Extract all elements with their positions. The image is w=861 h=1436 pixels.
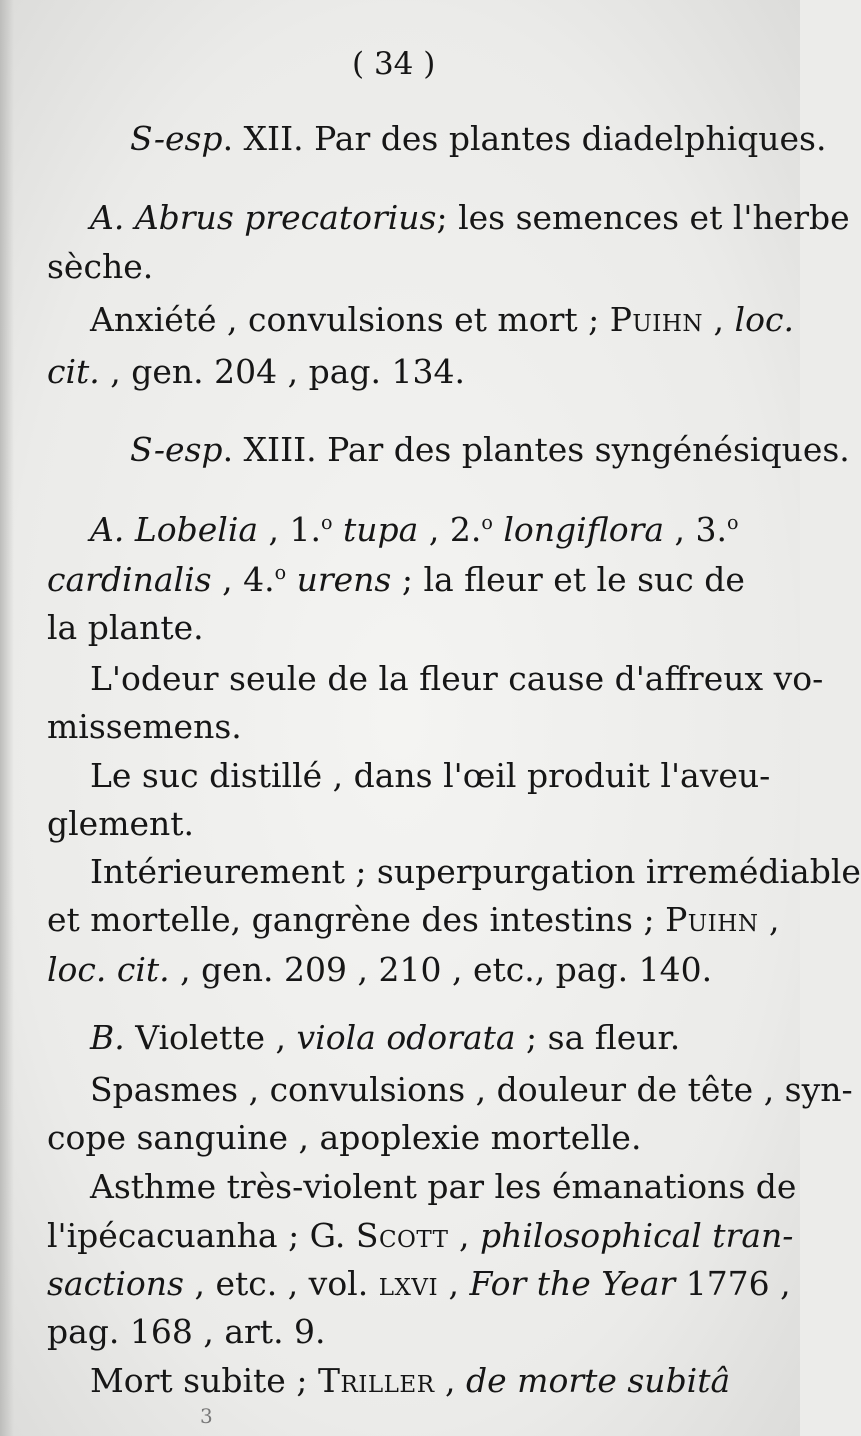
variety-name: longiflora — [503, 510, 665, 549]
para-text: , etc. , vol. — [183, 1264, 379, 1303]
entry-letter: A. — [90, 510, 125, 549]
lobelia-para1-line-1 — [0, 655, 824, 703]
para-text: , — [448, 1216, 480, 1255]
degree-mark: o — [727, 511, 739, 534]
variety-number: 1. — [289, 510, 322, 549]
author-name: Puihn — [665, 900, 759, 939]
para-text: , gen. 204 , pag. 134. — [99, 352, 465, 391]
violette-para1-line-1 — [0, 1066, 853, 1114]
violette-para1-line-2 — [0, 1114, 800, 1162]
reference: cit. — [47, 352, 100, 391]
para-text: Mort subite ; — [90, 1361, 318, 1400]
para-text: cope sanguine , apoplexie mortelle. — [47, 1118, 642, 1157]
para-text: , gen. 209 , 210 , etc., pag. 140. — [169, 950, 713, 989]
violette-para2-line-2 — [0, 1212, 800, 1260]
signature-mark: 3 — [200, 1404, 213, 1428]
para-text: , — [438, 1264, 470, 1303]
lobelia-para3-line-1 — [0, 848, 861, 896]
heading-lead: S-esp — [130, 119, 223, 158]
lobelia-line-3 — [0, 604, 800, 652]
violette-para2-line-4 — [0, 1308, 800, 1356]
entry-desc-cont: sèche. — [47, 247, 154, 286]
lobelia-line-1: A. Lobelia , 1.$^o$ tupa , 2.$^o$ longiflora , 3.$^o$ — [90, 510, 739, 549]
section-heading-xii — [0, 115, 827, 163]
para-text: pag. 168 , art. 9. — [47, 1312, 326, 1351]
degree-mark: o — [321, 511, 333, 534]
volume-number: lxvi — [378, 1264, 439, 1303]
para-text: , — [434, 1361, 467, 1400]
degree-mark: o — [481, 511, 493, 534]
variety-number: 3. — [695, 510, 728, 549]
variety-number: 2. — [449, 510, 482, 549]
variety-name: tupa — [343, 510, 419, 549]
variety-number: 4. — [243, 560, 275, 599]
author-name: Triller — [317, 1361, 435, 1400]
abrus-para-line-1 — [0, 296, 800, 344]
para-text: , — [703, 300, 735, 339]
work-title: philosophical tran- — [480, 1216, 794, 1255]
work-title: sactions — [47, 1264, 184, 1303]
violette-para2-line-1 — [0, 1163, 800, 1211]
para-text: glement. — [47, 804, 195, 843]
para-text: Intérieurement ; superpurgation irremédiable — [90, 852, 861, 891]
violette-para3-line-1 — [0, 1357, 800, 1405]
page-number: ( 34 ) — [352, 46, 436, 82]
heading-lead: S-esp — [130, 430, 223, 469]
para-text: et mortelle, gangrène des intestins ; — [47, 900, 666, 939]
entry-letter: B. — [90, 1018, 125, 1057]
violette-para2-line-3 — [0, 1260, 800, 1308]
lobelia-para2-line-2 — [0, 800, 800, 848]
heading-text: . XII. Par des plantes diadelphiques. — [222, 119, 827, 158]
entry-letter: A. — [90, 198, 125, 237]
author-name: Scott — [355, 1216, 449, 1255]
plant-name: Abrus precatorius — [134, 198, 437, 237]
entry-desc: ; les semences et l'herbe — [436, 198, 850, 237]
variety-name: cardinalis — [47, 560, 212, 599]
plant-name: viola odorata — [296, 1018, 516, 1057]
work-title: For the Year — [469, 1264, 676, 1303]
para-text: , — [758, 900, 780, 939]
violette-line-1 — [0, 1014, 800, 1062]
abrus-para-line-2 — [0, 348, 800, 396]
work-title: de morte subitâ — [466, 1361, 731, 1400]
page-number-line — [0, 40, 800, 88]
plant-name: Lobelia — [134, 510, 259, 549]
lobelia-line-2: cardinalis , 4.$^o$ urens ; la fleur et le suc de — [47, 560, 745, 599]
para-text: ; sa fleur. — [515, 1018, 681, 1057]
para-text: Violette , — [135, 1018, 297, 1057]
reference: loc. cit. — [47, 950, 170, 989]
lobelia-para2-line-1 — [0, 752, 800, 800]
author-name: Puihn — [609, 300, 704, 339]
heading-text: . XIII. Par des plantes syngénésiques. — [222, 430, 850, 469]
degree-mark: o — [274, 561, 287, 584]
para-text: l'ipécacuanha ; G. — [47, 1216, 356, 1255]
entry-desc: ; la fleur et le suc de — [401, 560, 745, 599]
para-text: L'odeur seule de la fleur cause d'affreux vo- — [90, 659, 824, 698]
lobelia-para3-line-3 — [0, 946, 800, 994]
section-heading-xiii — [0, 426, 850, 474]
para-text: missemens. — [47, 707, 242, 746]
para-text: Spasmes , convulsions , douleur de tête , syn- — [90, 1070, 853, 1109]
entry-abrus-line-2 — [0, 243, 800, 291]
para-text: 1776 , — [675, 1264, 791, 1303]
para-text: Le suc distillé , dans l'œil produit l'aveu- — [90, 756, 771, 795]
lobelia-para1-line-2 — [0, 703, 800, 751]
para-text: Anxiété , convulsions et mort ; — [90, 300, 610, 339]
para-text: Asthme très-violent par les émanations de — [90, 1167, 797, 1206]
reference: loc. — [734, 300, 794, 339]
lobelia-para3-line-2 — [0, 896, 800, 944]
variety-name: urens — [296, 560, 392, 599]
entry-abrus-line-1 — [0, 194, 850, 242]
entry-desc-cont: la plante. — [47, 608, 204, 647]
